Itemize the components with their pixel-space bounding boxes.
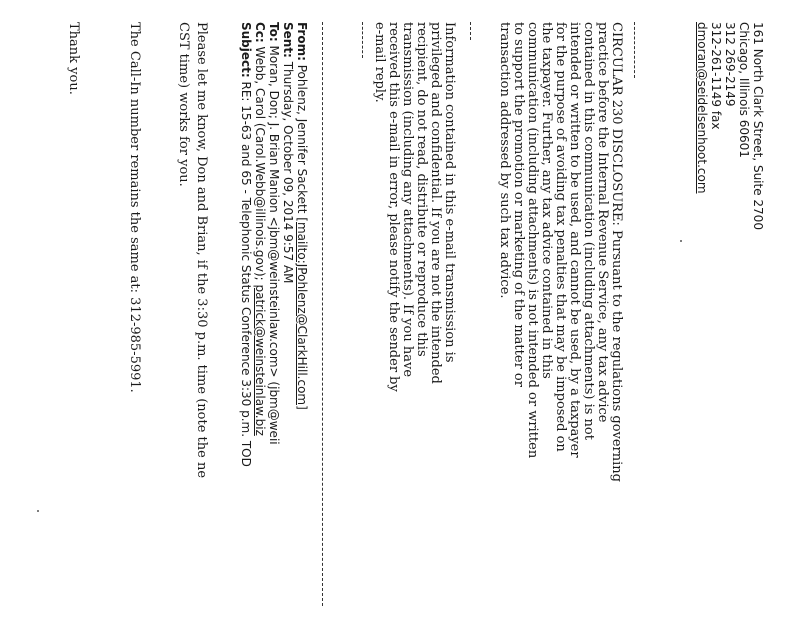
from-value: Pohlenz, Jennifer Sackett	[295, 64, 309, 214]
confidentiality-line-5: received this e-mail in error, please notify the sender by	[386, 22, 401, 392]
separator-header	[322, 22, 323, 606]
signature-address-line2: Chicago, Illinois 60601	[737, 22, 751, 158]
disclosure-line-9: transaction addressed by such tax advice.	[497, 22, 512, 299]
header-from	[296, 22, 308, 410]
disclosure-line-8: to support the promotion or marketing of the matter or	[511, 22, 526, 387]
header-subject	[240, 22, 252, 467]
confidentiality-line-4: transmission (including any attachments). If you have	[400, 22, 415, 378]
header-to	[268, 22, 280, 445]
subject-value: RE: 15-63 and 65 - Telephonic Status Conference 3:30 p.m. TOD	[239, 81, 253, 467]
separator-lower	[362, 22, 363, 58]
to-extra: (jbm@weii	[267, 381, 281, 445]
cc-email-link[interactable]: patrick@weinsteinlaw.biz	[253, 284, 267, 436]
disclosure-line-2: practice before the Internal Revenue Service, any tax advice	[595, 22, 610, 423]
signature-phone: 312 269-2149	[723, 22, 737, 107]
disclosure-line-5: for the purpose of avoiding tax penalties that may be imposed on	[553, 22, 568, 452]
disclosure-line-3: contained in this communication (including attachments) is not	[581, 22, 596, 440]
from-email-link[interactable]: [mailto:JPohlenz@ClarkHill.com]	[295, 217, 309, 410]
cc-value: Webb, Carol (Carol.Webb@illinois.gov);	[253, 46, 267, 281]
sent-value: Thursday, October 09, 2014 9:57 AM	[281, 61, 295, 284]
separator-middle	[470, 22, 471, 40]
to-label: To:	[267, 22, 281, 42]
sent-label: Sent:	[281, 22, 295, 58]
signature-fax: 312-261-1149 fax	[709, 22, 723, 130]
confidentiality-line-3: recipient, do not read, distribute or reproduce this	[414, 22, 429, 357]
confidentiality-line-2: privileged and confidential. If you are not the intended	[428, 22, 443, 384]
confidentiality-line-1: Information contained in this e-mail transmission is	[442, 22, 457, 363]
scan-speck-2	[37, 510, 39, 512]
body-para2: The Call-In number remains the same at: 312-985-5991.	[127, 22, 142, 393]
disclosure-line-4: intended or written to be used, and cannot be used, by a taxpayer	[567, 22, 582, 458]
body-closing: Thank you.	[66, 22, 81, 95]
scan-speck	[680, 240, 682, 242]
disclosure-line-1: CIRCULAR 230 DISCLOSURE: Pursuant to the regulations governing	[609, 22, 624, 482]
subject-label: Subject:	[239, 22, 253, 78]
disclosure-line-7: communication (including attachments) is not intended or written	[525, 22, 540, 459]
signature-email-link[interactable]: dmoran@seidelsenhoot.com	[695, 22, 709, 194]
to-value: Moran, Don; J. Brian Manion <jbm@weinsteinlaw.com>	[267, 45, 281, 378]
disclosure-line-6: the taxpayer. Further, any tax advice contained in this	[539, 22, 554, 379]
body-para1-line1: Please let me know, Don and Brian, if the 3:30 p.m. time (note the ne	[194, 22, 209, 479]
header-cc	[254, 22, 266, 436]
cc-label: Cc:	[253, 22, 267, 43]
header-sent	[282, 22, 294, 284]
signature-address-line1: 161 North Clark Street, Suite 2700	[751, 22, 765, 230]
body-para1-line2: CST time) works for you.	[176, 22, 191, 187]
from-label: From:	[295, 22, 309, 61]
separator-top	[634, 22, 635, 78]
confidentiality-line-6: e-mail reply.	[372, 22, 387, 103]
